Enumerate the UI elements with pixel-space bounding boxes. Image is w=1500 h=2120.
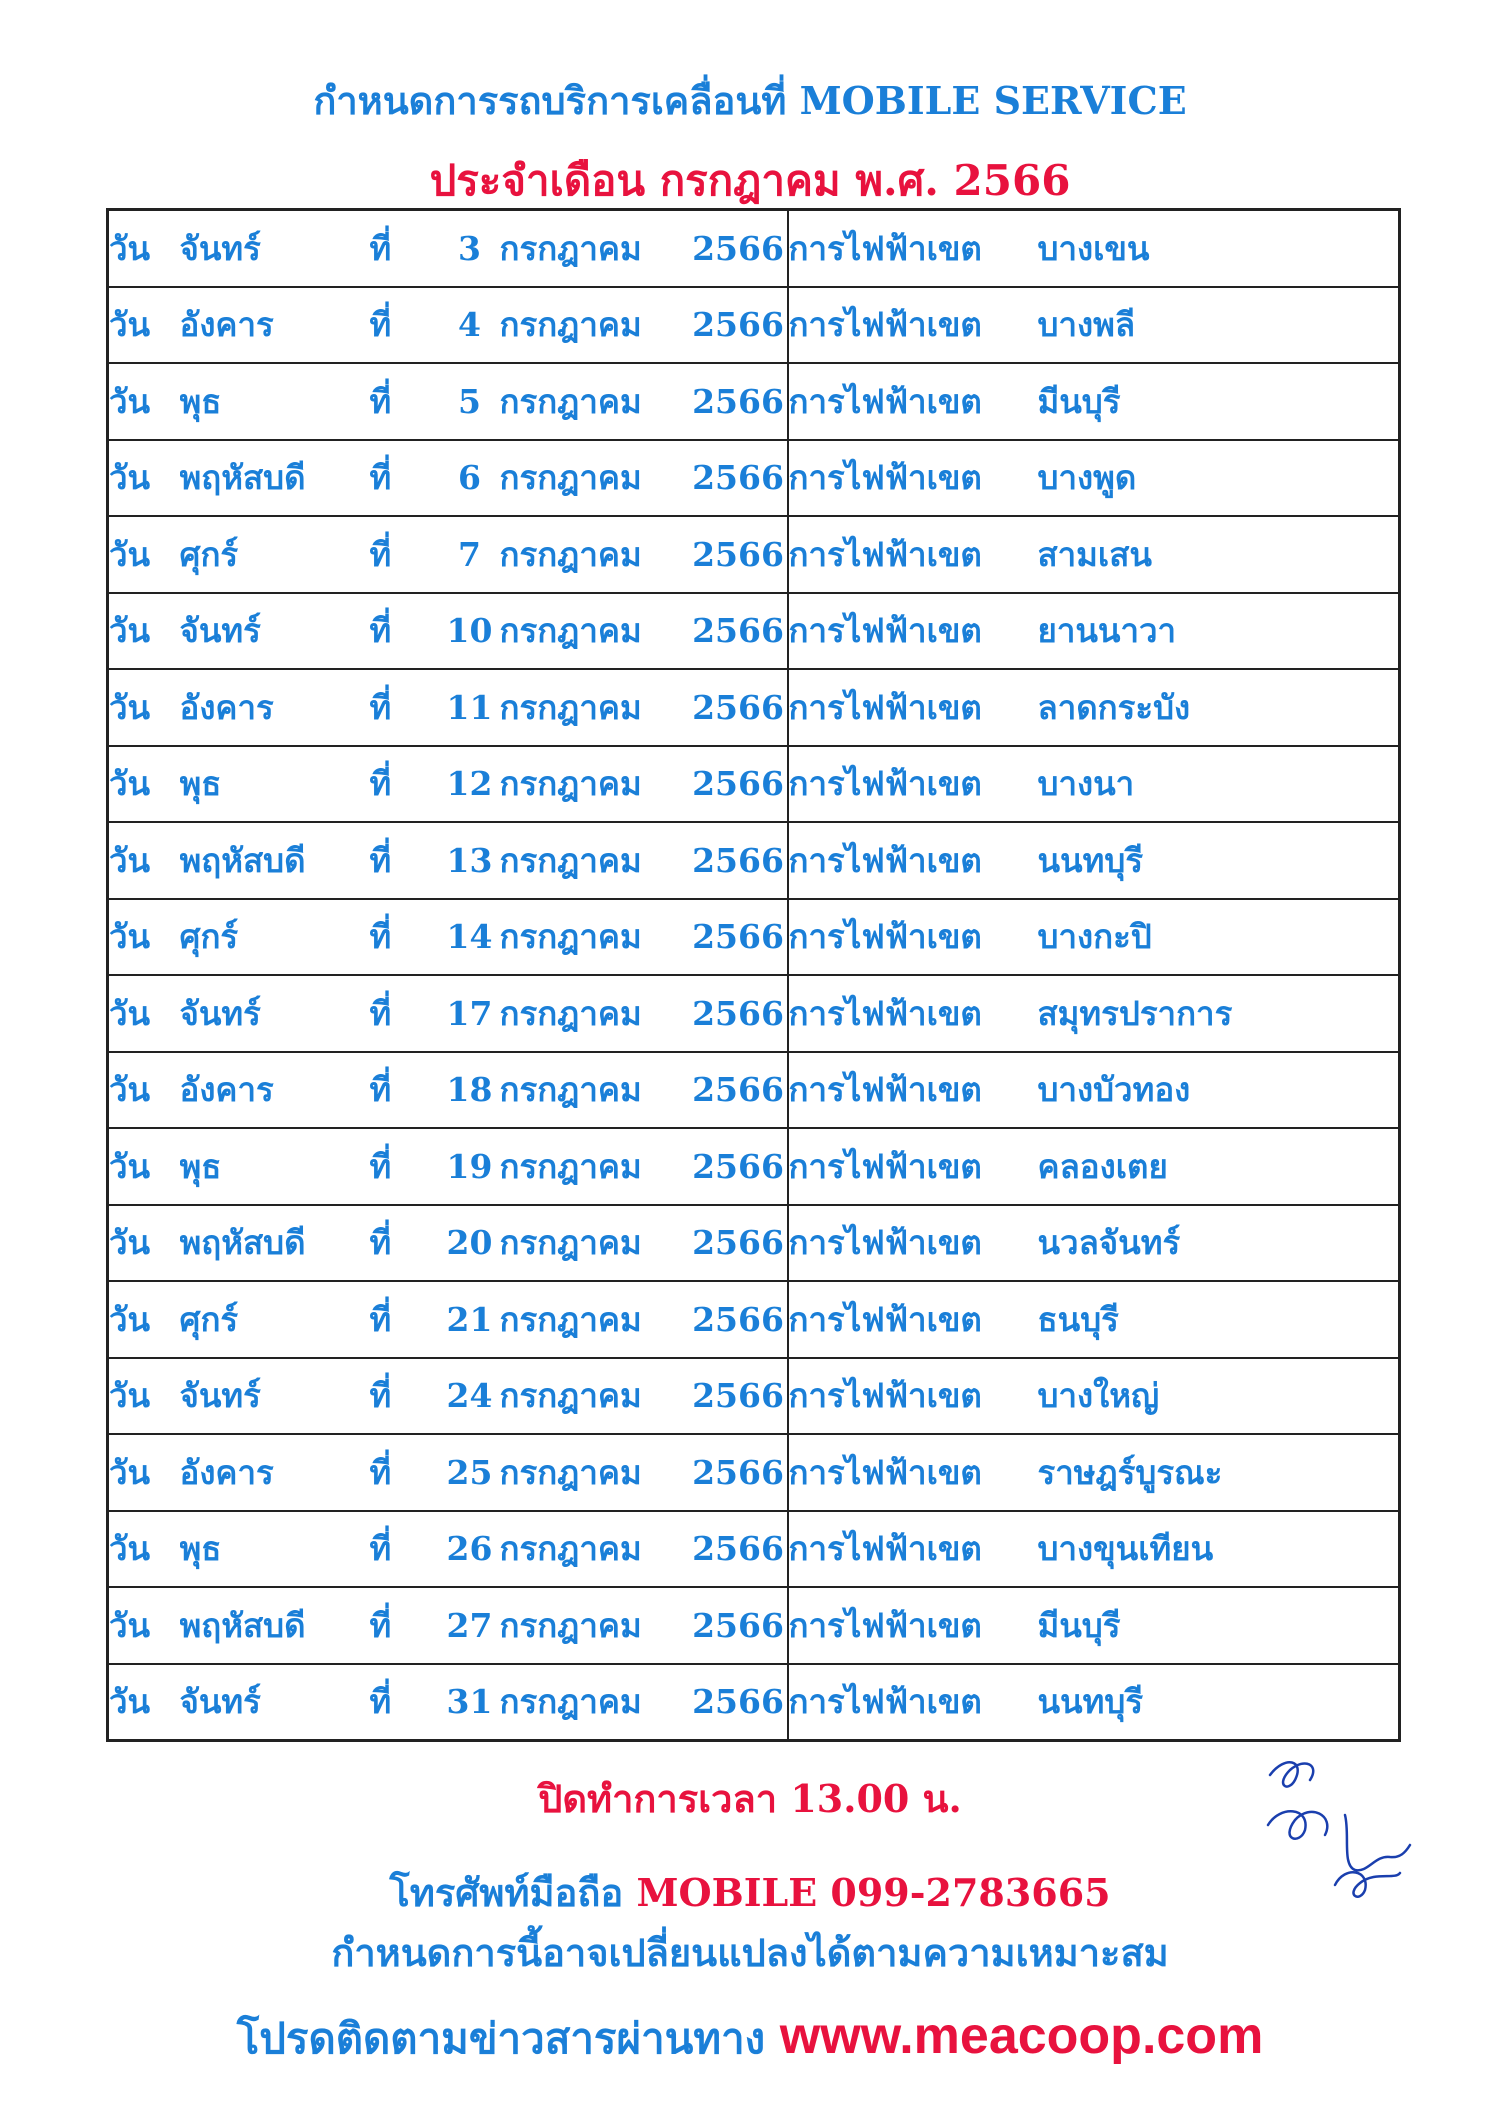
row-branch-name: ยานนาวา xyxy=(1038,593,1400,670)
row-day-name: จันทร์ xyxy=(180,1358,370,1435)
row-wan-label: วัน xyxy=(108,746,180,823)
row-office-label: การไฟฟ้าเขต xyxy=(788,1664,1038,1741)
row-office-label: การไฟฟ้าเขต xyxy=(788,287,1038,364)
row-month: กรกฎาคม xyxy=(500,746,690,823)
row-month: กรกฎาคม xyxy=(500,1358,690,1435)
row-year: 2566 xyxy=(690,1511,788,1588)
row-wan-label: วัน xyxy=(108,1511,180,1588)
row-date: 12 xyxy=(440,746,500,823)
row-office-label: การไฟฟ้าเขต xyxy=(788,1587,1038,1664)
row-date: 19 xyxy=(440,1128,500,1205)
row-wan-label: วัน xyxy=(108,1128,180,1205)
row-date: 11 xyxy=(440,669,500,746)
row-year: 2566 xyxy=(690,1664,788,1741)
row-branch-name: บางนา xyxy=(1038,746,1400,823)
row-wan-label: วัน xyxy=(108,822,180,899)
row-office-label: การไฟฟ้าเขต xyxy=(788,363,1038,440)
row-branch-name: ธนบุรี xyxy=(1038,1281,1400,1358)
row-thi-label: ที่ xyxy=(370,1205,440,1282)
row-thi-label: ที่ xyxy=(370,669,440,746)
row-wan-label: วัน xyxy=(108,1587,180,1664)
row-thi-label: ที่ xyxy=(370,363,440,440)
row-thi-label: ที่ xyxy=(370,1128,440,1205)
row-month: กรกฎาคม xyxy=(500,516,690,593)
row-branch-name: นนทบุรี xyxy=(1038,822,1400,899)
row-month: กรกฎาคม xyxy=(500,1128,690,1205)
row-office-label: การไฟฟ้าเขต xyxy=(788,593,1038,670)
row-branch-name: บางใหญ่ xyxy=(1038,1358,1400,1435)
row-month: กรกฎาคม xyxy=(500,1052,690,1129)
schedule-row xyxy=(108,1281,1400,1358)
row-office-label: การไฟฟ้าเขต xyxy=(788,1511,1038,1588)
row-day-name: อังคาร xyxy=(180,669,370,746)
row-year: 2566 xyxy=(690,1587,788,1664)
row-thi-label: ที่ xyxy=(370,287,440,364)
row-office-label: การไฟฟ้าเขต xyxy=(788,899,1038,976)
row-day-name: พุธ xyxy=(180,1511,370,1588)
schedule-row xyxy=(108,1664,1400,1741)
row-year: 2566 xyxy=(690,1205,788,1282)
schedule-row xyxy=(108,669,1400,746)
schedule-row xyxy=(108,1358,1400,1435)
row-year: 2566 xyxy=(690,746,788,823)
row-date: 18 xyxy=(440,1052,500,1129)
row-branch-name: สมุทรปราการ xyxy=(1038,975,1400,1052)
row-date: 5 xyxy=(440,363,500,440)
row-day-name: พฤหัสบดี xyxy=(180,1587,370,1664)
row-year: 2566 xyxy=(690,1358,788,1435)
row-month: กรกฎาคม xyxy=(500,975,690,1052)
row-wan-label: วัน xyxy=(108,593,180,670)
row-day-name: จันทร์ xyxy=(180,593,370,670)
row-thi-label: ที่ xyxy=(370,1587,440,1664)
row-branch-name: บางพลี xyxy=(1038,287,1400,364)
row-wan-label: วัน xyxy=(108,1664,180,1741)
row-year: 2566 xyxy=(690,516,788,593)
row-day-name: อังคาร xyxy=(180,1434,370,1511)
row-wan-label: วัน xyxy=(108,1205,180,1282)
row-date: 6 xyxy=(440,440,500,517)
row-thi-label: ที่ xyxy=(370,1511,440,1588)
row-date: 3 xyxy=(440,210,500,287)
schedule-row xyxy=(108,363,1400,440)
row-thi-label: ที่ xyxy=(370,1281,440,1358)
schedule-row xyxy=(108,516,1400,593)
row-date: 7 xyxy=(440,516,500,593)
row-wan-label: วัน xyxy=(108,210,180,287)
row-day-name: จันทร์ xyxy=(180,975,370,1052)
phone-number: MOBILE 099-2783665 xyxy=(636,1870,1111,1915)
row-wan-label: วัน xyxy=(108,1052,180,1129)
row-date: 10 xyxy=(440,593,500,670)
schedule-notice: กำหนดการนี้อาจเปลี่ยนแปลงได้ตามความเหมาะสม xyxy=(331,1930,1169,1975)
row-month: กรกฎาคม xyxy=(500,1434,690,1511)
row-office-label: การไฟฟ้าเขต xyxy=(788,210,1038,287)
row-thi-label: ที่ xyxy=(370,1664,440,1741)
row-month: กรกฎาคม xyxy=(500,440,690,517)
row-day-name: ศุกร์ xyxy=(180,1281,370,1358)
schedule-row xyxy=(108,746,1400,823)
row-year: 2566 xyxy=(690,822,788,899)
row-thi-label: ที่ xyxy=(370,746,440,823)
row-branch-name: บางกะปิ xyxy=(1038,899,1400,976)
row-day-name: อังคาร xyxy=(180,1052,370,1129)
row-thi-label: ที่ xyxy=(370,899,440,976)
row-branch-name: ลาดกระบัง xyxy=(1038,669,1400,746)
row-month: กรกฎาคม xyxy=(500,363,690,440)
row-office-label: การไฟฟ้าเขต xyxy=(788,516,1038,593)
schedule-row xyxy=(108,1052,1400,1129)
row-branch-name: สามเสน xyxy=(1038,516,1400,593)
row-wan-label: วัน xyxy=(108,669,180,746)
row-year: 2566 xyxy=(690,287,788,364)
row-thi-label: ที่ xyxy=(370,1434,440,1511)
row-year: 2566 xyxy=(690,899,788,976)
row-day-name: พฤหัสบดี xyxy=(180,822,370,899)
row-branch-name: บางเขน xyxy=(1038,210,1400,287)
row-branch-name: บางขุนเทียน xyxy=(1038,1511,1400,1588)
row-month: กรกฎาคม xyxy=(500,899,690,976)
schedule-row xyxy=(108,287,1400,364)
row-wan-label: วัน xyxy=(108,363,180,440)
row-thi-label: ที่ xyxy=(370,975,440,1052)
row-year: 2566 xyxy=(690,1281,788,1358)
row-office-label: การไฟฟ้าเขต xyxy=(788,1052,1038,1129)
row-month: กรกฎาคม xyxy=(500,1587,690,1664)
row-thi-label: ที่ xyxy=(370,210,440,287)
row-branch-name: บางพูด xyxy=(1038,440,1400,517)
row-month: กรกฎาคม xyxy=(500,669,690,746)
row-day-name: พุธ xyxy=(180,363,370,440)
row-office-label: การไฟฟ้าเขต xyxy=(788,1205,1038,1282)
row-date: 31 xyxy=(440,1664,500,1741)
row-year: 2566 xyxy=(690,1052,788,1129)
row-month: กรกฎาคม xyxy=(500,287,690,364)
row-month: กรกฎาคม xyxy=(500,1511,690,1588)
document-title: กำหนดการรถบริการเคลื่อนที่ MOBILE SERVICE xyxy=(313,78,1187,123)
row-office-label: การไฟฟ้าเขต xyxy=(788,1281,1038,1358)
schedule-row xyxy=(108,822,1400,899)
row-thi-label: ที่ xyxy=(370,516,440,593)
row-date: 24 xyxy=(440,1358,500,1435)
row-month: กรกฎาคม xyxy=(500,210,690,287)
schedule-row xyxy=(108,1434,1400,1511)
row-day-name: ศุกร์ xyxy=(180,899,370,976)
handwritten-signature-icon xyxy=(1250,1745,1420,1905)
row-year: 2566 xyxy=(690,1128,788,1205)
row-branch-name: มีนบุรี xyxy=(1038,363,1400,440)
row-wan-label: วัน xyxy=(108,1358,180,1435)
row-year: 2566 xyxy=(690,440,788,517)
row-date: 17 xyxy=(440,975,500,1052)
row-month: กรกฎาคม xyxy=(500,822,690,899)
row-thi-label: ที่ xyxy=(370,822,440,899)
row-wan-label: วัน xyxy=(108,1281,180,1358)
row-date: 21 xyxy=(440,1281,500,1358)
row-month: กรกฎาคม xyxy=(500,1281,690,1358)
schedule-row xyxy=(108,1205,1400,1282)
row-thi-label: ที่ xyxy=(370,1358,440,1435)
row-branch-name: ราษฎร์บูรณะ xyxy=(1038,1434,1400,1511)
schedule-row xyxy=(108,1587,1400,1664)
row-year: 2566 xyxy=(690,363,788,440)
row-year: 2566 xyxy=(690,593,788,670)
row-office-label: การไฟฟ้าเขต xyxy=(788,669,1038,746)
row-office-label: การไฟฟ้าเขต xyxy=(788,746,1038,823)
row-thi-label: ที่ xyxy=(370,1052,440,1129)
schedule-body xyxy=(108,210,1400,1741)
row-office-label: การไฟฟ้าเขต xyxy=(788,822,1038,899)
row-branch-name: นนทบุรี xyxy=(1038,1664,1400,1741)
row-office-label: การไฟฟ้าเขต xyxy=(788,440,1038,517)
row-day-name: อังคาร xyxy=(180,287,370,364)
row-date: 4 xyxy=(440,287,500,364)
schedule-row xyxy=(108,975,1400,1052)
row-branch-name: นวลจันทร์ xyxy=(1038,1205,1400,1282)
row-branch-name: คลองเตย xyxy=(1038,1128,1400,1205)
row-day-name: พฤหัสบดี xyxy=(180,1205,370,1282)
row-date: 25 xyxy=(440,1434,500,1511)
row-day-name: พุธ xyxy=(180,746,370,823)
phone-label: โทรศัพท์มือถือ xyxy=(389,1870,637,1915)
row-day-name: จันทร์ xyxy=(180,210,370,287)
website-link[interactable]: www.meacoop.com xyxy=(779,2007,1264,2065)
row-month: กรกฎาคม xyxy=(500,1664,690,1741)
row-year: 2566 xyxy=(690,669,788,746)
row-year: 2566 xyxy=(690,210,788,287)
row-thi-label: ที่ xyxy=(370,440,440,517)
row-wan-label: วัน xyxy=(108,1434,180,1511)
row-wan-label: วัน xyxy=(108,287,180,364)
row-date: 13 xyxy=(440,822,500,899)
row-office-label: การไฟฟ้าเขต xyxy=(788,975,1038,1052)
document-subtitle: ประจำเดือน กรกฎาคม พ.ศ. 2566 xyxy=(429,156,1071,205)
row-date: 27 xyxy=(440,1587,500,1664)
follow-line xyxy=(0,2006,1500,2072)
row-branch-name: มีนบุรี xyxy=(1038,1587,1400,1664)
row-day-name: พฤหัสบดี xyxy=(180,440,370,517)
row-year: 2566 xyxy=(690,1434,788,1511)
row-day-name: ศุกร์ xyxy=(180,516,370,593)
schedule-row xyxy=(108,1128,1400,1205)
schedule-row xyxy=(108,899,1400,976)
row-month: กรกฎาคม xyxy=(500,1205,690,1282)
schedule-row xyxy=(108,440,1400,517)
row-day-name: พุธ xyxy=(180,1128,370,1205)
follow-label: โปรดติดตามข่าวสารผ่านทาง xyxy=(236,2014,780,2063)
row-date: 14 xyxy=(440,899,500,976)
row-thi-label: ที่ xyxy=(370,593,440,670)
row-date: 20 xyxy=(440,1205,500,1282)
row-office-label: การไฟฟ้าเขต xyxy=(788,1358,1038,1435)
closing-time: ปิดทำการเวลา 13.00 น. xyxy=(538,1776,962,1821)
row-year: 2566 xyxy=(690,975,788,1052)
schedule-row xyxy=(108,210,1400,287)
row-office-label: การไฟฟ้าเขต xyxy=(788,1128,1038,1205)
schedule-table xyxy=(106,208,1401,1742)
row-office-label: การไฟฟ้าเขต xyxy=(788,1434,1038,1511)
row-wan-label: วัน xyxy=(108,899,180,976)
row-month: กรกฎาคม xyxy=(500,593,690,670)
row-day-name: จันทร์ xyxy=(180,1664,370,1741)
row-branch-name: บางบัวทอง xyxy=(1038,1052,1400,1129)
row-wan-label: วัน xyxy=(108,516,180,593)
row-wan-label: วัน xyxy=(108,440,180,517)
row-wan-label: วัน xyxy=(108,975,180,1052)
row-date: 26 xyxy=(440,1511,500,1588)
schedule-row xyxy=(108,593,1400,670)
schedule-row xyxy=(108,1511,1400,1588)
